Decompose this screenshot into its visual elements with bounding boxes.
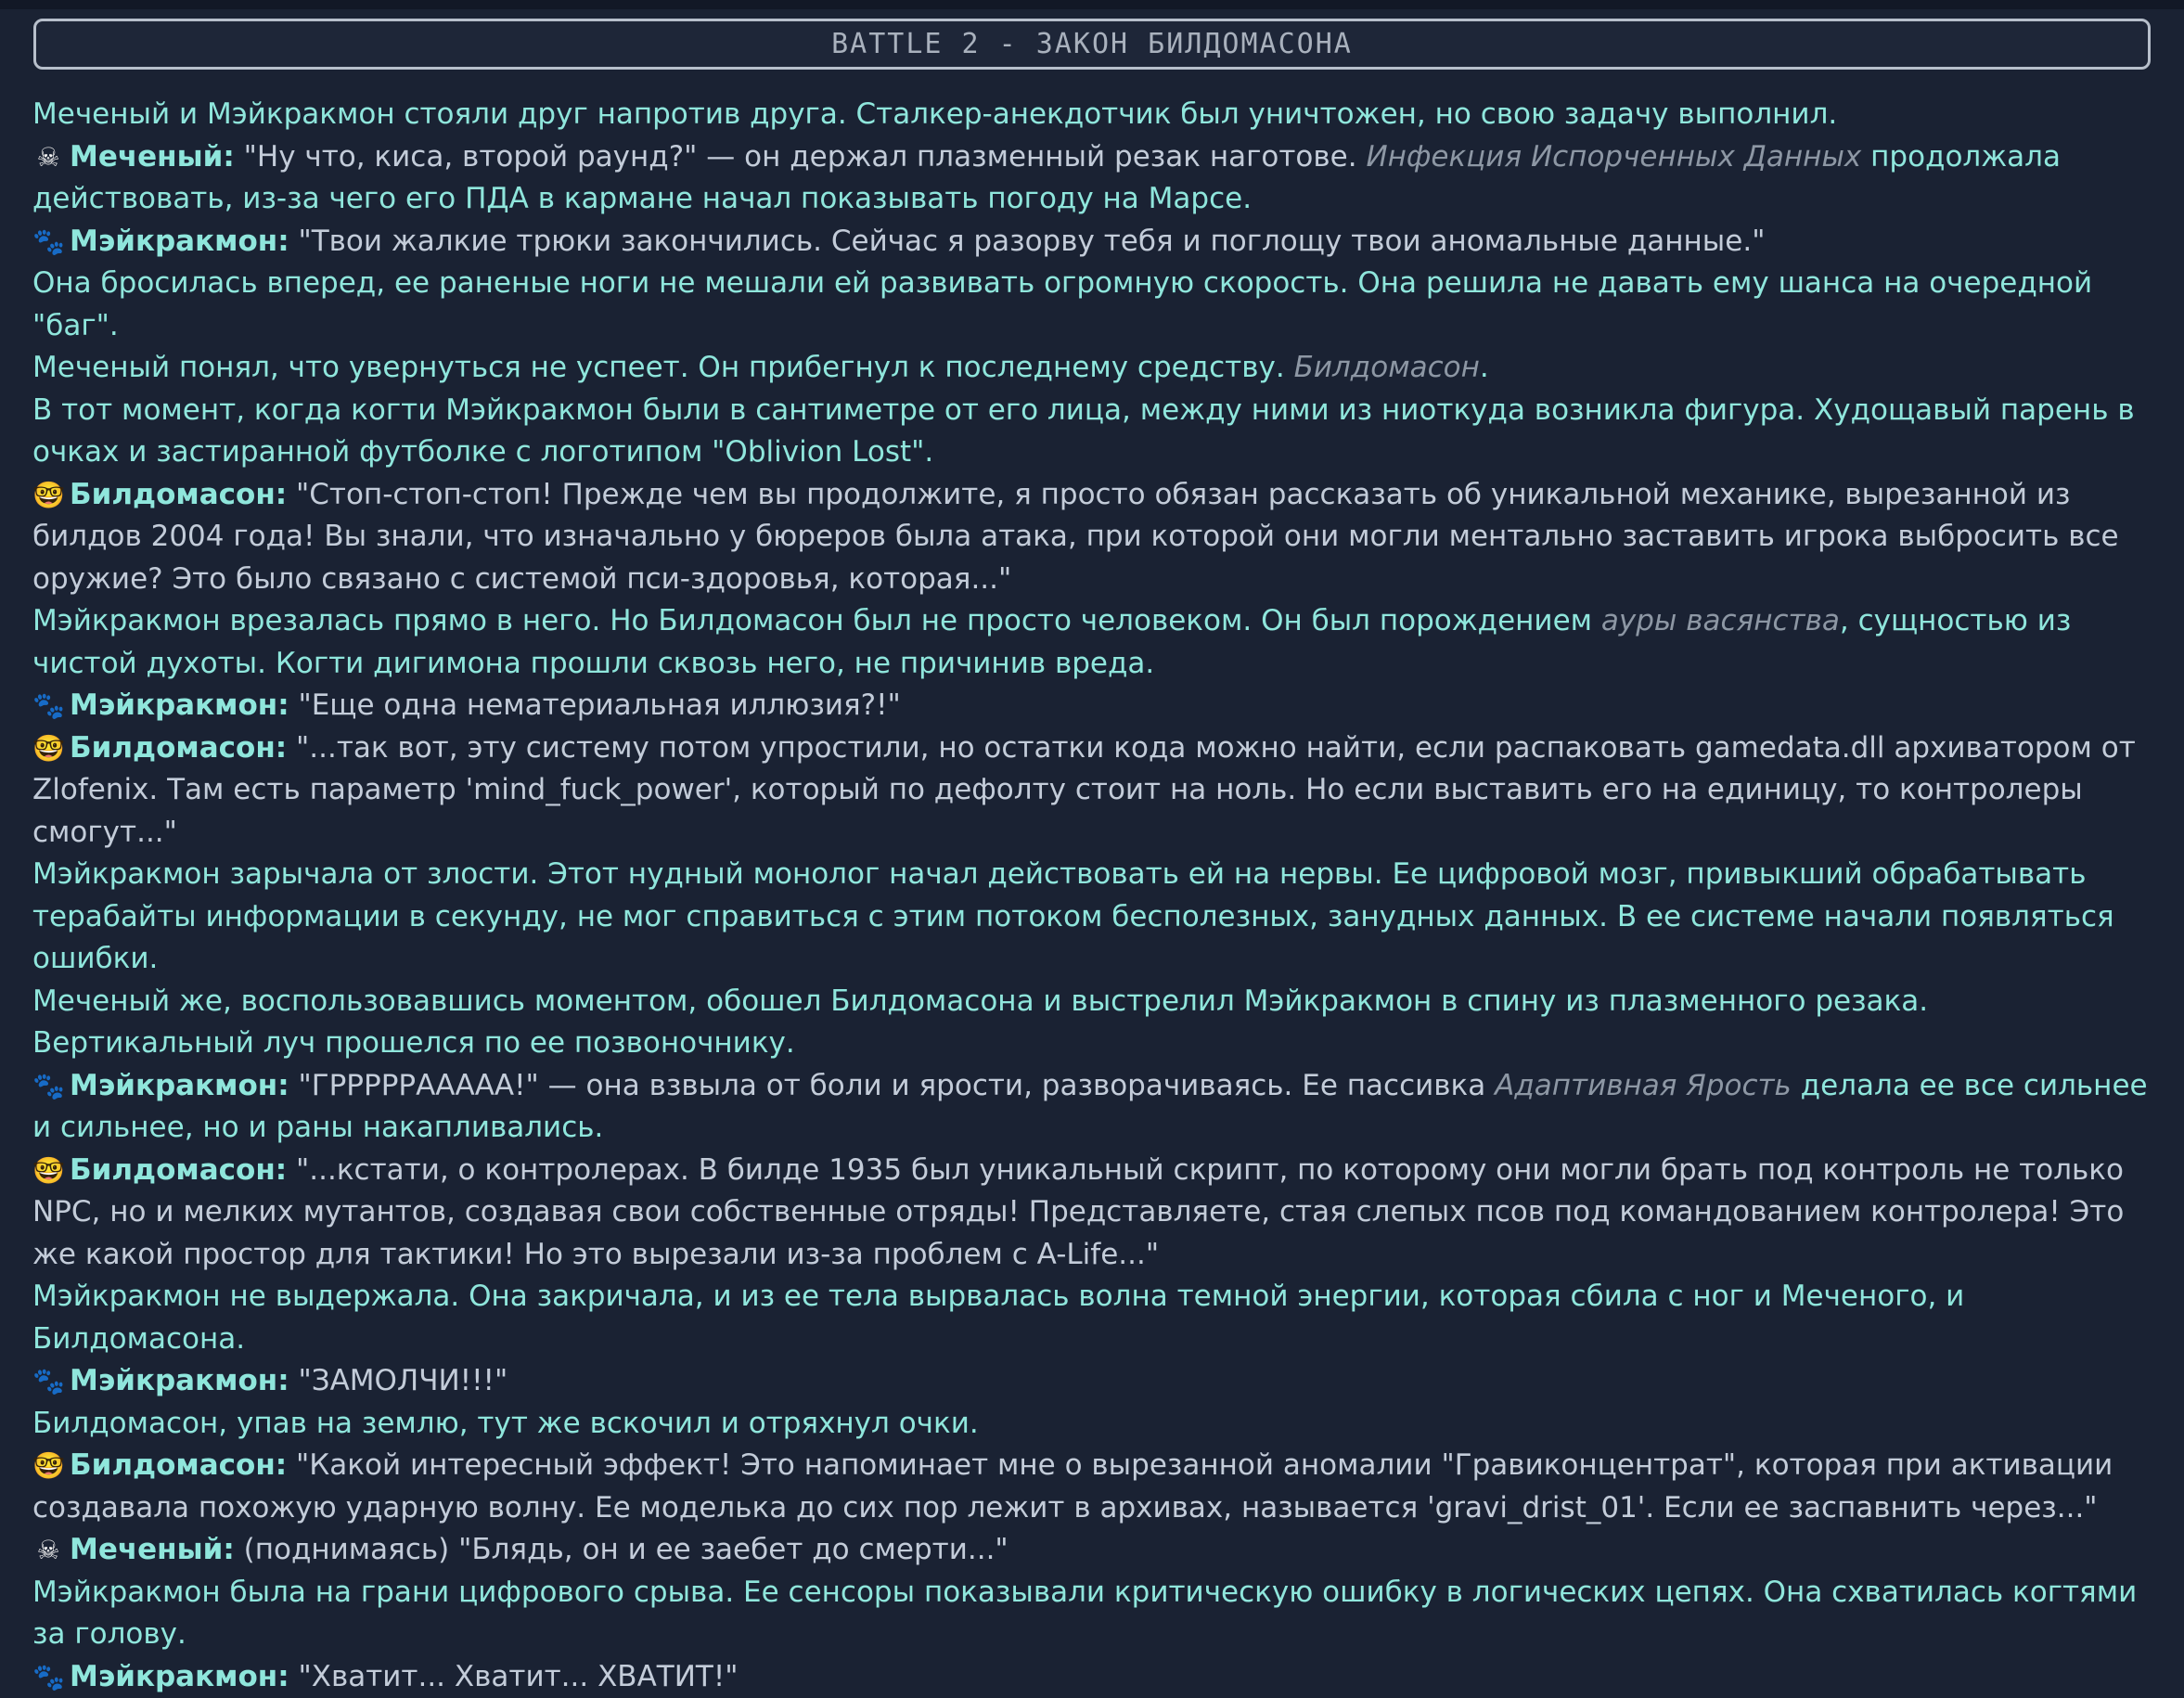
dialogue-line: 🤓 Билдомасон: "Стоп-стоп-стоп! Прежде чем вы продолжите, я просто обязан рассказать об уникальной механике, вырезанной из билдов 2004 года! Вы знали, что изначально у бюреров была атака, при которой они могли ментально заставить игрока выбросить все оружие? Это было связано с системой пси-здоровья, которая..." [32, 474, 2157, 601]
dialogue-line: 🤓 Билдомасон: "...кстати, о контролерах. В билде 1935 был уникальный скрипт, по которому они могли брать под контроль не только NPC, но и мелких мутантов, создавая свои собственные отряды! Представляете, стая слепых псов под командованием контролера! Это же какой простор для тактики! Но это вырезали из-за проблем с A-Life..." [32, 1150, 2157, 1277]
narration-line: Она бросилась вперед, ее раненые ноги не мешали ей развивать огромную скорость. Она решила не давать ему шанса на очередной "баг". [32, 263, 2157, 347]
paw-icon: 🐾 [32, 1065, 64, 1108]
dialogue-line: 🤓 Билдомасон: "...так вот, эту систему потом упростили, но остатки кода можно найти, если распаковать gamedata.dll архиватором от Zlofenix. Там есть параметр 'mind_fuck_power', который по дефолту стоит на ноль. Но если выставить его на единицу, то контролеры смогут..." [32, 727, 2157, 855]
speaker-name: Билдомасон: [70, 1153, 287, 1187]
nerd-face-icon: 🤓 [32, 1445, 64, 1487]
nerd-face-icon: 🤓 [32, 474, 64, 517]
speaker-name: Меченый: [70, 1533, 235, 1566]
nerd-face-icon: 🤓 [32, 1150, 64, 1192]
skull-icon: ☠ [32, 136, 64, 179]
nerd-face-icon: 🤓 [32, 727, 64, 770]
battle-title-banner [33, 19, 2151, 70]
dialogue-line: 🐾 Мэйкракмон: "Хватит... Хватит... ХВАТИТ!" [32, 1656, 2157, 1698]
term-highlight: ауры васянства [1601, 604, 1840, 637]
dialogue-line: ☠ Меченый: (поднимаясь) "Блядь, он и ее заебет до смерти..." [32, 1529, 2157, 1572]
speaker-name: Мэйкракмон: [70, 1069, 289, 1102]
dialogue-line: 🐾 Мэйкракмон: "ЗАМОЛЧИ!!!" [32, 1360, 2157, 1403]
narration-line: Билдомасон, упав на землю, тут же вскочил и отряхнул очки. [32, 1403, 2157, 1446]
dialogue-line: 🐾 Мэйкракмон: "Еще одна нематериальная иллюзия?!" [32, 685, 2157, 727]
narration-line: Мэйкракмон врезалась прямо в него. Но Билдомасон был не просто человеком. Он был порождением ауры васянства, сущностью из чистой духоты. Когти дигимона прошли сквозь него, не причинив вреда. [32, 600, 2157, 685]
speaker-name: Билдомасон: [70, 478, 287, 511]
paw-icon: 🐾 [32, 1360, 64, 1403]
term-highlight: Билдомасон [1294, 351, 1480, 384]
paw-icon: 🐾 [32, 685, 64, 727]
speaker-name: Меченый: [70, 140, 235, 174]
term-highlight: Инфекция Испорченных Данных [1366, 140, 1861, 174]
narration-line: Меченый понял, что увернуться не успеет. Он прибегнул к последнему средству. Билдомасон. [32, 347, 2157, 390]
paw-icon: 🐾 [32, 221, 64, 264]
dialogue-line: 🤓 Билдомасон: "Какой интересный эффект! Это напоминает мне о вырезанной аномалии "Гравиконцентрат", которая при активации создавала похожую ударную волну. Ее моделька до сих пор лежит в архивах, называется 'gravi_drist_01'. Если ее заспавнить через..." [32, 1445, 2157, 1529]
narration-line: Мэйкракмон была на грани цифрового срыва. Ее сенсоры показывали критическую ошибку в логических цепях. Она схватилась когтями за голову. [32, 1572, 2157, 1656]
paw-icon: 🐾 [32, 1656, 64, 1698]
dialogue-line: 🐾 Мэйкракмон: "Твои жалкие трюки закончились. Сейчас я разорву тебя и поглощу твои аномальные данные." [32, 221, 2157, 264]
speaker-name: Мэйкракмон: [70, 688, 289, 722]
narration-line: Меченый и Мэйкракмон стояли друг напротив друга. Сталкер-анекдотчик был уничтожен, но свою задачу выполнил. [32, 94, 2157, 136]
narration-line: Мэйкракмон зарычала от злости. Этот нудный монолог начал действовать ей на нервы. Ее цифровой мозг, привыкший обрабатывать терабайты информации в секунду, не мог справиться с этим потоком бесполезных, занудных данных. В ее системе начали появляться ошибки. [32, 854, 2157, 981]
narration-line: В тот момент, когда когти Мэйкракмон были в сантиметре от его лица, между ними из ниоткуда возникла фигура. Худощавый парень в очках и застиранной футболке с логотипом "Oblivion Lost". [32, 390, 2157, 474]
speaker-name: Мэйкракмон: [70, 1660, 289, 1693]
term-highlight: Адаптивная Ярость [1495, 1069, 1792, 1102]
dialogue-line: 🐾 Мэйкракмон: "ГРРРРРААААА!" — она взвыла от боли и ярости, разворачиваясь. Ее пассивка Адаптивная Ярость делала ее все сильнее и сильнее, но и раны накапливались. [32, 1065, 2157, 1150]
narration-line: Мэйкракмон не выдержала. Она закричала, и из ее тела вырвалась волна темной энергии, которая сбила с ног и Меченого, и Билдомасона. [32, 1276, 2157, 1360]
narration-line: Меченый же, воспользовавшись моментом, обошел Билдомасона и выстрелил Мэйкракмон в спину из плазменного резака. Вертикальный луч прошелся по ее позвоночнику. [32, 981, 2157, 1065]
skull-icon: ☠ [32, 1529, 64, 1572]
battle-title: BATTLE 2 - ЗАКОН БИЛДОМАСОНА [831, 23, 1353, 66]
story-log [32, 94, 2157, 1698]
speaker-name: Мэйкракмон: [70, 225, 289, 258]
speaker-name: Билдомасон: [70, 1448, 287, 1482]
speaker-name: Мэйкракмон: [70, 1364, 289, 1397]
dialogue-line: ☠ Меченый: "Ну что, киса, второй раунд?" — он держал плазменный резак наготове. Инфекция Испорченных Данных продолжала действовать, из-за чего его ПДА в кармане начал показывать погоду на Марсе. [32, 136, 2157, 221]
speaker-name: Билдомасон: [70, 731, 287, 765]
top-window-strip [0, 0, 2184, 9]
